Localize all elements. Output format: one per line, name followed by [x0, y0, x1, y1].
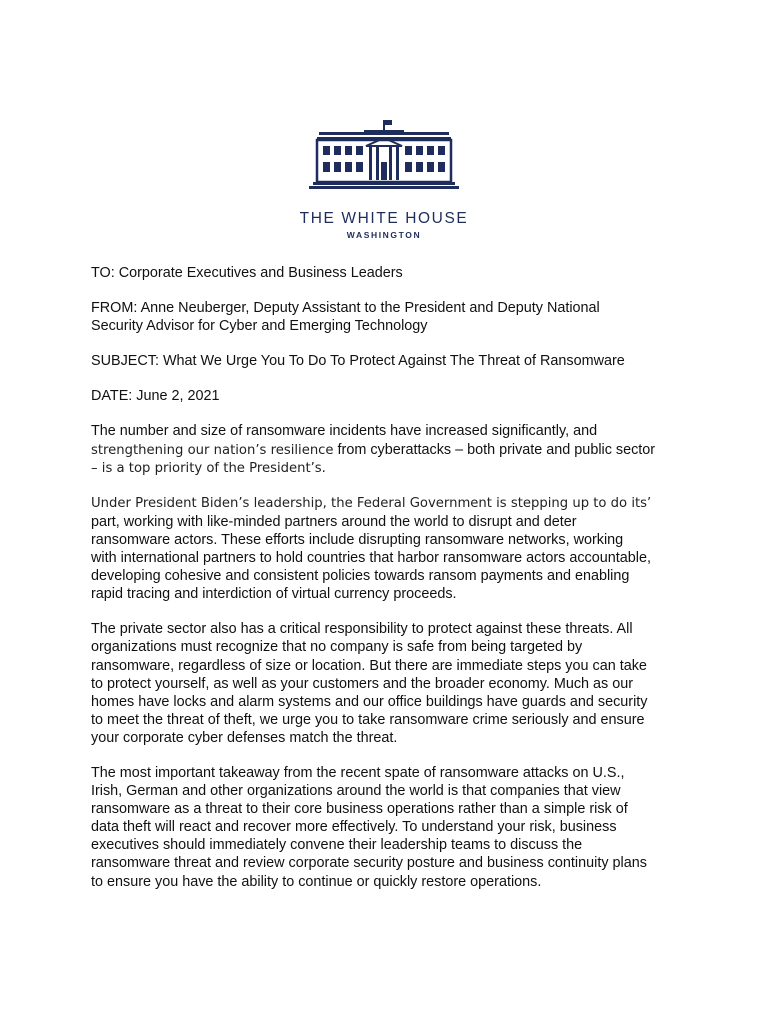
text-line: ransomware actors. These efforts include disrupting ransomware networks, working: [91, 531, 624, 548]
memo-to-line: TO: Corporate Executives and Business Leaders: [91, 265, 403, 281]
text-line: ransomware, regardless of size or location. But there are immediate steps you can take: [91, 657, 647, 674]
memo-from-line: Security Advisor for Cyber and Emerging Technology: [91, 318, 428, 335]
memo-from-line: FROM: Anne Neuberger, Deputy Assistant to the President and Deputy National: [91, 300, 600, 317]
paragraph-2: [91, 495, 691, 604]
paragraph-1: [91, 422, 691, 477]
white-house-icon: [309, 118, 459, 190]
paragraph-4: [91, 764, 691, 891]
text-line: ransomware threat and review corporate security posture and business continuity plans: [91, 855, 647, 872]
text-line: your corporate cyber defenses match the threat.: [91, 729, 398, 746]
text-line: developing cohesive and consistent policies towards ransom payments and enabling: [91, 568, 630, 585]
text-line: with international partners to hold countries that harbor ransomware actors accountable,: [91, 550, 651, 567]
text-line: executives should immediately convene their leadership teams to discuss the: [91, 837, 583, 854]
text-line: ransomware as a threat to their core business operations rather than a simple risk of: [91, 801, 628, 818]
memo-from: [91, 299, 691, 335]
memo-body: [91, 264, 691, 908]
organization-name: THE WHITE HOUSE: [299, 210, 469, 227]
organization-location: WASHINGTON: [346, 230, 422, 240]
text-line: The private sector also has a critical responsibility to protect against these threats. All: [91, 621, 633, 638]
text-line: homes have locks and alarm systems and our office buildings have guards and security: [91, 693, 648, 710]
text-line: The number and size of ransomware incidents have increased significantly, and: [91, 423, 598, 440]
text-line: to protect yourself, as well as your customers and the broader economy. Much as our: [91, 675, 634, 692]
memo-subject-line: SUBJECT: What We Urge You To Do To Protect Against The Threat of Ransomware: [91, 353, 625, 370]
text-line: – is a top priority of the President’s.: [91, 460, 326, 476]
memo-subject: [91, 352, 691, 370]
text-line: Irish, German and other organizations around the world is that companies that view: [91, 783, 621, 800]
text-line: to meet the threat of theft, we urge you to take ransomware crime seriously and ensure: [91, 711, 645, 728]
memo-to: [91, 264, 691, 282]
text-line: The most important takeaway from the recent spate of ransomware attacks on U.S.,: [91, 764, 625, 781]
paragraph-3: [91, 620, 691, 747]
letterhead: [0, 118, 768, 240]
text-line: to ensure you have the ability to continue or quickly restore operations.: [91, 873, 542, 890]
text-line: organizations must recognize that no company is safe from being targeted by: [91, 639, 583, 656]
text-fragment: from cyberattacks – both private and public sector: [333, 441, 656, 458]
text-line: part, working with like-minded partners around the world to disrupt and deter: [91, 513, 577, 530]
memo-date-line: DATE: June 2, 2021: [91, 388, 220, 405]
text-line: [91, 441, 691, 460]
memo-date: [91, 387, 691, 405]
text-fragment: strengthening our nation’s resilience: [91, 442, 334, 458]
text-line: rapid tracing and interdiction of virtual currency proceeds.: [91, 586, 457, 603]
text-line: data theft will react and recover more effectively. To understand your risk, business: [91, 819, 617, 836]
text-line: Under President Biden’s leadership, the Federal Government is stepping up to do its’: [91, 495, 652, 511]
